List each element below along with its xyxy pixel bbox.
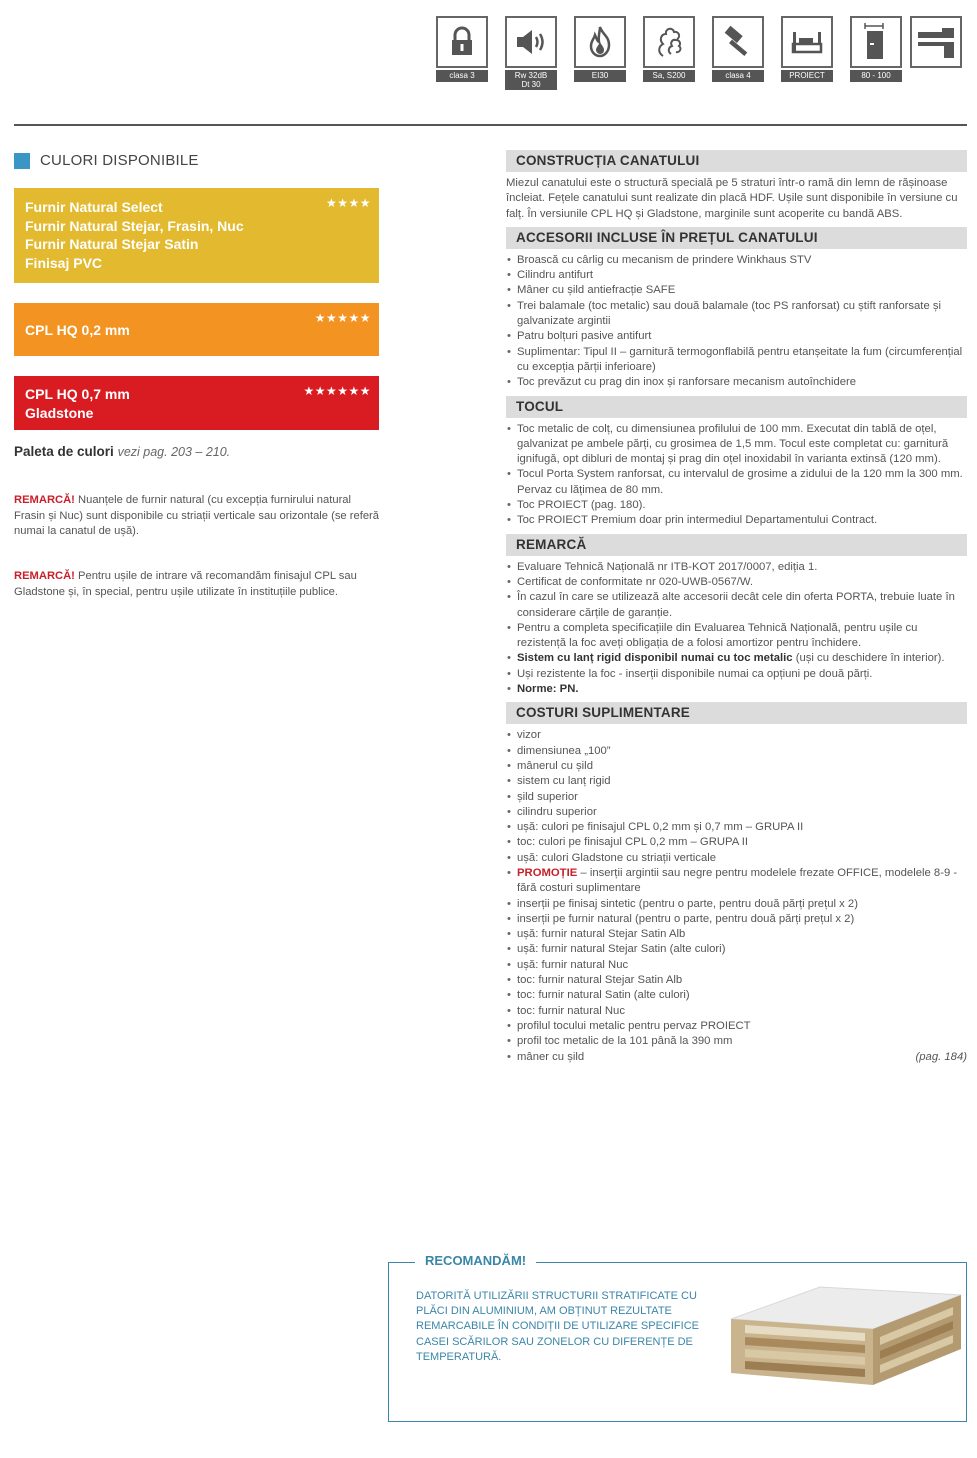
color-palette-reference: Paleta de culori vezi pag. 203 – 210. xyxy=(14,444,231,459)
section-heading-construction: CONSTRUCȚIA CANATULUI xyxy=(506,150,967,172)
feature-smoke: Sa, S200 xyxy=(643,16,695,82)
list-item: • Mâner cu șild antiefracție SAFE xyxy=(506,283,967,298)
list-item: • cilindru superior xyxy=(506,805,967,820)
list-item: • profilul tocului metalic pentru pervaz PROIECT xyxy=(506,1019,967,1034)
list-item: • Suplimentar: Tipul II – garnitură termogonflabilă pentru etanșeitate la fum (circumferențial cu excepția părții inferioare) xyxy=(506,345,967,376)
rating-stars-icon: ★★★★ xyxy=(325,196,371,210)
color-swatch-cpl-07: CPL HQ 0,7 mm Gladstone ★★★★★★ xyxy=(14,376,379,430)
list-item: • Toc PROIECT (pag. 180). xyxy=(506,498,967,513)
extra-costs-list xyxy=(506,728,967,1065)
list-item: • mânerul cu șild xyxy=(506,759,967,774)
feature-acoustic: Rw 32dB Dt 30 xyxy=(505,16,557,90)
list-item: • Pentru a completa specificațiile din Evaluarea Tehnică Națională, pentru ușile cu rezistență la foc aveți obligația de a folosi amortizor pentru închidere. xyxy=(506,621,967,652)
square-bullet-icon xyxy=(14,153,30,169)
frame-profile-icon xyxy=(787,22,827,62)
recommendation-text: DATORITĂ UTILIZĂRII STRUCTURII STRATIFICATE CU PLĂCI DIN ALUMINIUM, AM OBȚINUT REZULTATE REMARCABILE ÎN CONDIȚII DE UTILIZARE SPECIFICE CASEI SCĂRILOR SAU ZONELOR CU DIFERENȚE DE TEMPERATURĂ. xyxy=(416,1290,699,1363)
door-profile-icon xyxy=(916,22,956,62)
list-item: • În cazul în care se utilizează alte accesorii decât cele din oferta PORTA, trebuie luate în considerare cărțile de garanție. xyxy=(506,590,967,621)
list-item: • ușă: furnir natural Stejar Satin Alb xyxy=(506,927,967,942)
accessories-list xyxy=(506,253,967,391)
header-divider xyxy=(14,124,967,126)
list-item: • inserții pe furnir natural (pentru o parte, pentru două părți prețul x 2) xyxy=(506,912,967,927)
fire-icon xyxy=(580,22,620,62)
recommendation-title: RECOMANDĂM! xyxy=(415,1253,536,1268)
list-item: • inserții pe finisaj sintetic (pentru o parte, pentru două părți prețul x 2) xyxy=(506,897,967,912)
feature-frame: PROIECT xyxy=(781,16,833,82)
list-item: • ușă: furnir natural Stejar Satin (alte culori) xyxy=(506,942,967,957)
list-item: • ușă: culori pe finisajul CPL 0,2 mm și 0,7 mm – GRUPA II xyxy=(506,820,967,835)
hammer-icon xyxy=(718,22,758,62)
list-item: • toc: culori pe finisajul CPL 0,2 mm – GRUPA II xyxy=(506,835,967,850)
speaker-icon xyxy=(511,22,551,62)
list-item: • Tocul Porta System ranforsat, cu intervalul de grosime a zidului de la 120 mm la 300 mm. Pervaz cu lățimea de 80 mm. xyxy=(506,467,967,498)
list-item: • Sistem cu lanț rigid disponibil numai cu toc metalic (uși cu deschidere în interior). xyxy=(506,651,967,666)
section-heading-frame: TOCUL xyxy=(506,396,967,418)
construction-text: Miezul canatului este o structură specială pe 5 straturi într-o ramă din lemn de rășinoase încleiat. Fețele canatului sunt realizate din placă HDF. Ușile sunt disponibile în versiune cu falț. În versiunile CPL HQ și Gladstone, marginile sunt acoperite cu bandă ABS. xyxy=(506,177,958,220)
rating-stars-icon: ★★★★★ xyxy=(314,311,371,325)
padlock-icon xyxy=(442,22,482,62)
smoke-icon xyxy=(649,22,689,62)
list-item: • Certificat de conformitate nr 020-UWB-0567/W. xyxy=(506,575,967,590)
list-item: • Norme: PN. xyxy=(506,682,967,697)
remark-note: REMARCĂ! Pentru ușile de intrare vă recomandăm finisajul CPL sau Gladstone și, în special, pentru ușile utilizate în instituțiile publice. xyxy=(14,570,357,598)
color-swatch-cpl-02: CPL HQ 0,2 mm ★★★★★ xyxy=(14,303,379,356)
list-item: • toc: furnir natural Stejar Satin Alb xyxy=(506,973,967,988)
feature-profile xyxy=(910,16,962,68)
list-item: • ușă: furnir natural Nuc xyxy=(506,958,967,973)
colors-heading: CULORI DISPONIBILE xyxy=(14,152,199,169)
list-item: • Toc metalic de colț, cu dimensiunea profilului de 100 mm. Executat din tablă de oțel, galvanizat pe ambele părți, cu grosimea de 1,5 mm. Tocul este completat cu: garnitură ignifugă, opt dibluri de montaj și prag din oțel inoxidabil în varianta extinsă (120 mm). xyxy=(506,422,967,468)
feature-fire: EI30 xyxy=(574,16,626,82)
list-item: • dimensiunea „100” xyxy=(506,744,967,759)
list-item: • vizor xyxy=(506,728,967,743)
feature-mechanical: clasa 4 xyxy=(712,16,764,82)
list-item: • toc: furnir natural Nuc xyxy=(506,1004,967,1019)
remark-list xyxy=(506,560,967,698)
list-item: • profil toc metalic de la 101 până la 390 mm xyxy=(506,1034,967,1049)
frame-list xyxy=(506,422,967,529)
list-item: • Cilindru antifurt xyxy=(506,268,967,283)
feature-width: 80 - 100 xyxy=(850,16,902,82)
list-item: • șild superior xyxy=(506,790,967,805)
list-item: • mâner cu șild (pag. 184) xyxy=(506,1050,967,1065)
remark-note: REMARCĂ! Nuanțele de furnir natural (cu excepția furnirului natural Frasin și Nuc) sunt disponibile cu striații verticale sau orizontale (se referă numai la canatul de ușă). xyxy=(14,494,379,537)
list-item: • ușă: culori Gladstone cu striații verticale xyxy=(506,851,967,866)
door-width-icon xyxy=(856,22,896,62)
list-item: • Evaluare Tehnică Națională nr ITB-KOT 2017/0007, ediția 1. xyxy=(506,560,967,575)
door-layers-cutaway-illustration xyxy=(725,1281,965,1391)
section-heading-remark: REMARCĂ xyxy=(506,534,967,556)
section-heading-accessories: ACCESORII INCLUSE ÎN PREȚUL CANATULUI xyxy=(506,227,967,249)
list-item: • Uși rezistente la foc - inserții disponibile numai ca opțiuni pe două părți. xyxy=(506,667,967,682)
rating-stars-icon: ★★★★★★ xyxy=(303,384,371,398)
list-item: • Patru bolțuri pasive antifurt xyxy=(506,329,967,344)
list-item: • Toc prevăzut cu prag din inox și ranforsare mecanism autoînchidere xyxy=(506,375,967,390)
list-item: • Broască cu cârlig cu mecanism de prindere Winkhaus STV xyxy=(506,253,967,268)
list-item: • Trei balamale (toc metalic) sau două balamale (toc PS ranforsat) cu știft ranforsate și galvanizate argintii xyxy=(506,299,967,330)
list-item: • Toc PROIECT Premium doar prin intermediul Departamentului Contract. xyxy=(506,513,967,528)
list-item: • toc: furnir natural Satin (alte culori) xyxy=(506,988,967,1003)
color-swatch-veneer: Furnir Natural Select Furnir Natural Stejar, Frasin, Nuc Furnir Natural Stejar Satin Finisaj PVC ★★★★ xyxy=(14,188,379,283)
feature-security: clasa 3 xyxy=(436,16,488,82)
recommendation-box xyxy=(388,1253,967,1422)
section-heading-extra-costs: COSTURI SUPLIMENTARE xyxy=(506,702,967,724)
list-item: • sistem cu lanț rigid xyxy=(506,774,967,789)
specs-column xyxy=(506,150,967,1070)
list-item-promo: • PROMOȚIE – inserții argintii sau negre pentru modelele frezate OFFICE, modelele 8-9 - fără costuri suplimentare xyxy=(506,866,967,897)
